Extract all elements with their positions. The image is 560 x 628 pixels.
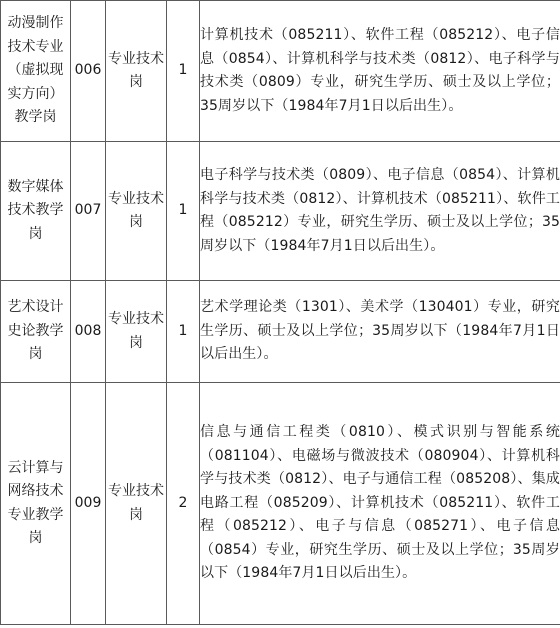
- position-type: 专业技术岗: [106, 1, 167, 142]
- hiring-count: 2: [167, 383, 200, 625]
- hiring-count: 1: [167, 1, 200, 142]
- position-requirements: 艺术学理论类（1301）、美术学（130401）专业，研究生学历、硕士及以上学位；35周岁以下（1984年7月1日以后出生）。: [200, 281, 560, 383]
- table-row: [1, 281, 560, 383]
- hiring-count: 1: [167, 142, 200, 281]
- position-code: 006: [71, 1, 106, 142]
- position-name: 艺术设计史论教学岗: [1, 281, 71, 383]
- position-code: 007: [71, 142, 106, 281]
- position-code: 009: [71, 383, 106, 625]
- position-type: 专业技术岗: [106, 281, 167, 383]
- table-row: [1, 1, 560, 142]
- position-name: 云计算与网络技术专业教学岗: [1, 383, 71, 625]
- position-type: 专业技术岗: [106, 383, 167, 625]
- hiring-count: 1: [167, 281, 200, 383]
- position-requirements: 计算机技术（085211）、软件工程（085212）、电子信息（0854）、计算机科学与技术类（0812）、电子科学与技术类（0809）专业，研究生学历、硕士及以上学位；35周岁以下（1984年7月1日以后出生）。: [200, 1, 560, 142]
- position-requirements: 电子科学与技术类（0809）、电子信息（0854）、计算机科学与技术类（0812）、计算机技术（085211）、软件工程（085212）专业，研究生学历、硕士及以上学位；35周岁以下（1984年7月1日以后出生）。: [200, 142, 560, 281]
- position-name: 数字媒体技术教学岗: [1, 142, 71, 281]
- position-code: 008: [71, 281, 106, 383]
- position-requirements: 信息与通信工程类（0810）、模式识别与智能系统（081104）、电磁场与微波技术（080904）、计算机科学与技术类（0812）、电子与通信工程（085208）、集成电路工程（085209）、计算机技术（085211）、软件工程（085212）、电子与信息（085271）、电子信息（0854）专业，研究生学历、硕士及以上学位；35周岁以下（1984年7月1日以后出生）。: [200, 383, 560, 625]
- position-type: 专业技术岗: [106, 142, 167, 281]
- table-row: [1, 383, 560, 625]
- table-row: [1, 142, 560, 281]
- position-name: 动漫制作技术专业（虚拟现实方向）教学岗: [1, 1, 71, 142]
